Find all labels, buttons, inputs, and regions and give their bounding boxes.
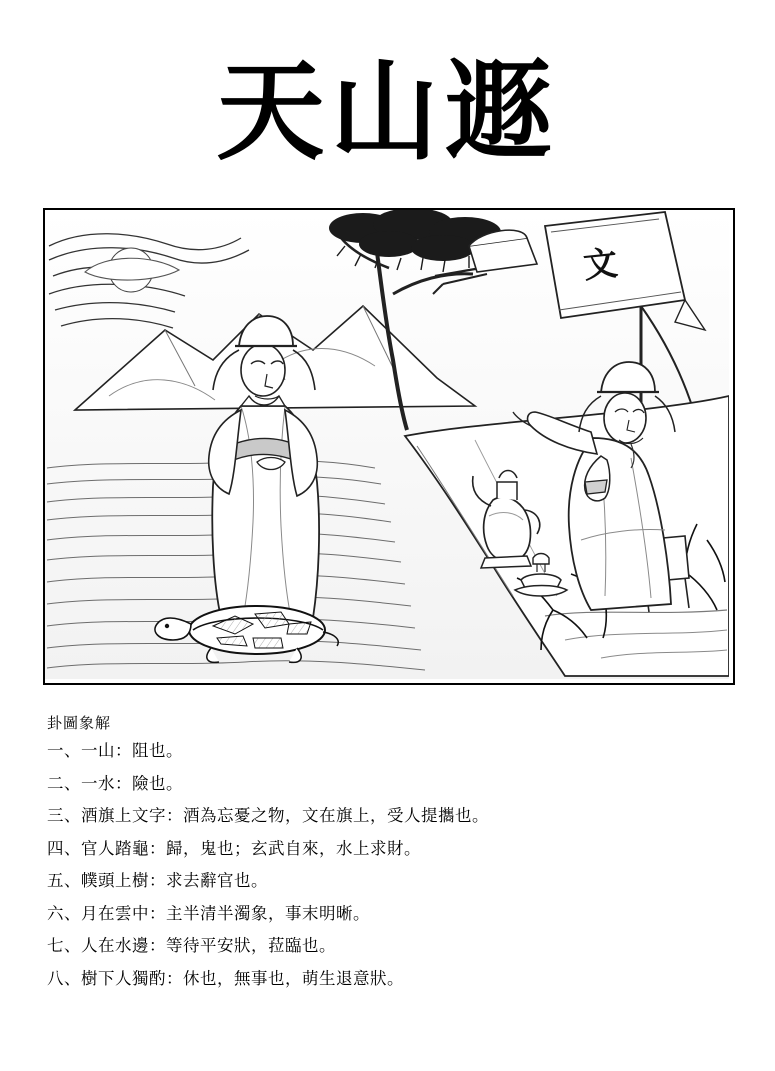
caption-line-6: 六、月在雲中：主半清半濁象，事末明晰。 [47, 903, 370, 923]
caption-line-7: 七、人在水邊：等待平安狀，菈臨也。 [47, 936, 336, 955]
caption-line-2: 二、一水：險也。 [47, 773, 183, 793]
caption-line-5: 五、幞頭上樹：求去辭官也。 [47, 871, 268, 890]
caption-heading: 卦圖象解 [47, 714, 112, 732]
banner-text: 文 [581, 243, 620, 287]
caption-line-3: 三、酒旗上文字：酒為忘憂之物，文在旗上，受人提攜也。 [47, 806, 489, 825]
page-title: 天山遯 [216, 50, 559, 175]
hexagram-illustration [43, 208, 735, 685]
caption-line-8: 八、樹下人獨酌：休也，無事也，萌生退意狀。 [47, 968, 404, 988]
caption-block [47, 712, 747, 1003]
caption-line-1: 一、一山：阻也。 [47, 741, 183, 760]
illustration-artwork [45, 210, 729, 679]
caption-line-4: 四、官人踏龜：歸，鬼也；玄武自來，水上求財。 [47, 838, 421, 858]
